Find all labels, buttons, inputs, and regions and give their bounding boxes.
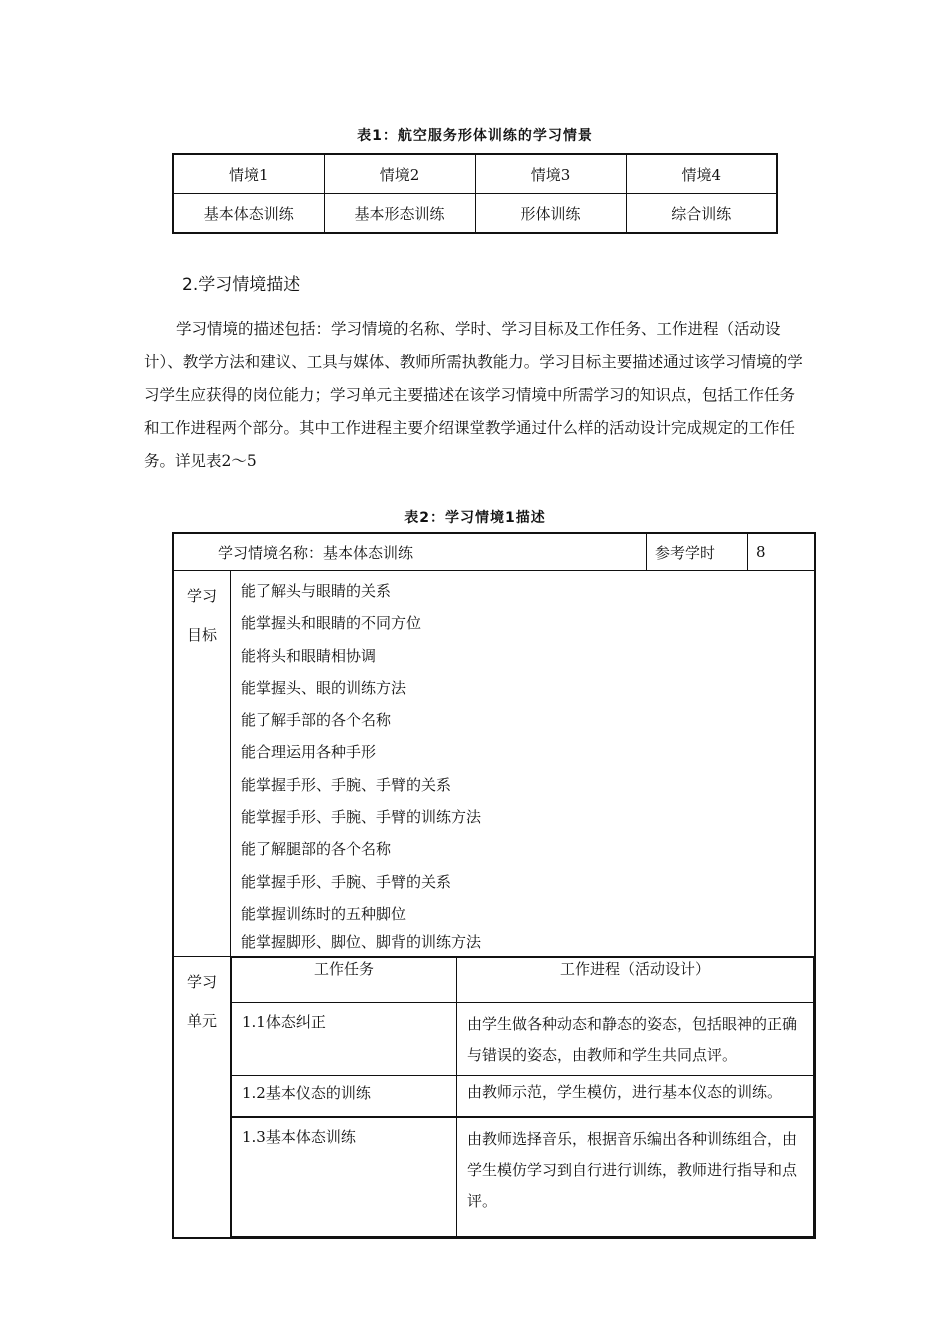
list-item: 能合理运用各种手形 xyxy=(241,743,377,762)
table-header-cell: 情境2 xyxy=(324,154,475,194)
table2-caption: 表2：学习情境1描述 xyxy=(404,510,546,526)
unit-label-cell xyxy=(173,957,231,1239)
situation-description-table xyxy=(172,532,816,1239)
hours-value: 8 xyxy=(756,543,766,561)
list-item: 能了解手部的各个名称 xyxy=(241,711,392,730)
table-header-cell: 情境3 xyxy=(475,154,626,194)
unit-table xyxy=(231,957,814,1237)
table-row xyxy=(173,154,777,194)
section-heading: 2.学习情境描述 xyxy=(182,275,301,295)
table-row xyxy=(232,958,814,1003)
goals-label-cell xyxy=(173,571,231,957)
table-row xyxy=(232,1076,814,1118)
list-item: 能了解头与眼睛的关系 xyxy=(241,582,392,600)
list-item: 能掌握头和眼睛的不同方位 xyxy=(241,614,422,633)
process-cell: 由学生做各种动态和静态的姿态，包括眼神的正确与错误的姿态，由教师和学生共同点评。 xyxy=(457,1003,814,1076)
table-cell: 基本体态训练 xyxy=(173,194,324,234)
unit-label: 学习单元 xyxy=(187,973,218,1031)
table-cell: 形体训练 xyxy=(475,194,626,234)
list-item: 能掌握脚形、脚位、脚背的训练方法 xyxy=(241,933,482,952)
table-row xyxy=(232,1117,814,1237)
list-item: 能了解腿部的各个名称 xyxy=(241,840,392,859)
hours-value-cell xyxy=(748,533,816,571)
goals-cell xyxy=(231,571,816,957)
list-item: 能掌握头、眼的训练方法 xyxy=(241,678,407,697)
section-paragraph xyxy=(144,313,809,478)
goals-label: 学习目标 xyxy=(187,587,218,644)
situations-table xyxy=(172,153,778,234)
task-cell: 1.1体态纠正 xyxy=(232,1003,457,1076)
task-header: 工作任务 xyxy=(232,958,457,1003)
list-item: 能掌握手形、手腕、手臂的关系 xyxy=(241,872,452,891)
list-item: 能掌握训练时的五种脚位 xyxy=(241,904,407,923)
table-header-cell: 情境1 xyxy=(173,154,324,194)
process-header: 工作进程（活动设计） xyxy=(457,958,814,1003)
table1-caption: 表1：航空服务形体训练的学习情景 xyxy=(357,128,593,144)
task-cell: 1.2基本仪态的训练 xyxy=(232,1076,457,1118)
table-row xyxy=(173,571,815,957)
unit-cell xyxy=(231,957,816,1239)
situation-name-cell xyxy=(173,533,647,571)
process-cell: 由教师选择音乐，根据音乐编出各种训练组合，由学生模仿学习到自行进行训练，教师进行指导和点评。 xyxy=(457,1117,814,1237)
table-cell: 基本形态训练 xyxy=(324,194,475,234)
goal-list xyxy=(231,571,814,956)
table-header-cell: 情境4 xyxy=(626,154,777,194)
table-row xyxy=(232,1003,814,1076)
table-row xyxy=(173,957,815,1239)
list-item: 能掌握手形、手腕、手臂的关系 xyxy=(241,775,452,794)
table-row xyxy=(173,533,815,571)
hours-label: 参考学时 xyxy=(655,543,716,562)
hours-label-cell xyxy=(647,533,748,571)
task-cell: 1.3基本体态训练 xyxy=(232,1117,457,1237)
table-row xyxy=(173,194,777,234)
process-cell: 由教师示范，学生模仿，进行基本仪态的训练。 xyxy=(457,1076,814,1118)
paragraph-text: 学习情境的描述包括：学习情境的名称、学时、学习目标及工作任务、工作进程（活动设计）、教学方法和建议、工具与媒体、教师所需执教能力。学习目标主要描述通过该学习情境的学习学生应获得的岗位能力；学习单元主要描述在该学习情境中所需学习的知识点，包括工作任务和工作进程两个部分。其中工作进程主要介绍课堂教学通过什么样的活动设计完成规定的工作任务。详见表2～5 xyxy=(144,320,803,470)
table-cell: 综合训练 xyxy=(626,194,777,234)
list-item: 能将头和眼睛相协调 xyxy=(241,646,377,665)
list-item: 能掌握手形、手腕、手臂的训练方法 xyxy=(241,808,482,827)
situation-name: 学习情境名称：基本体态训练 xyxy=(218,543,414,562)
